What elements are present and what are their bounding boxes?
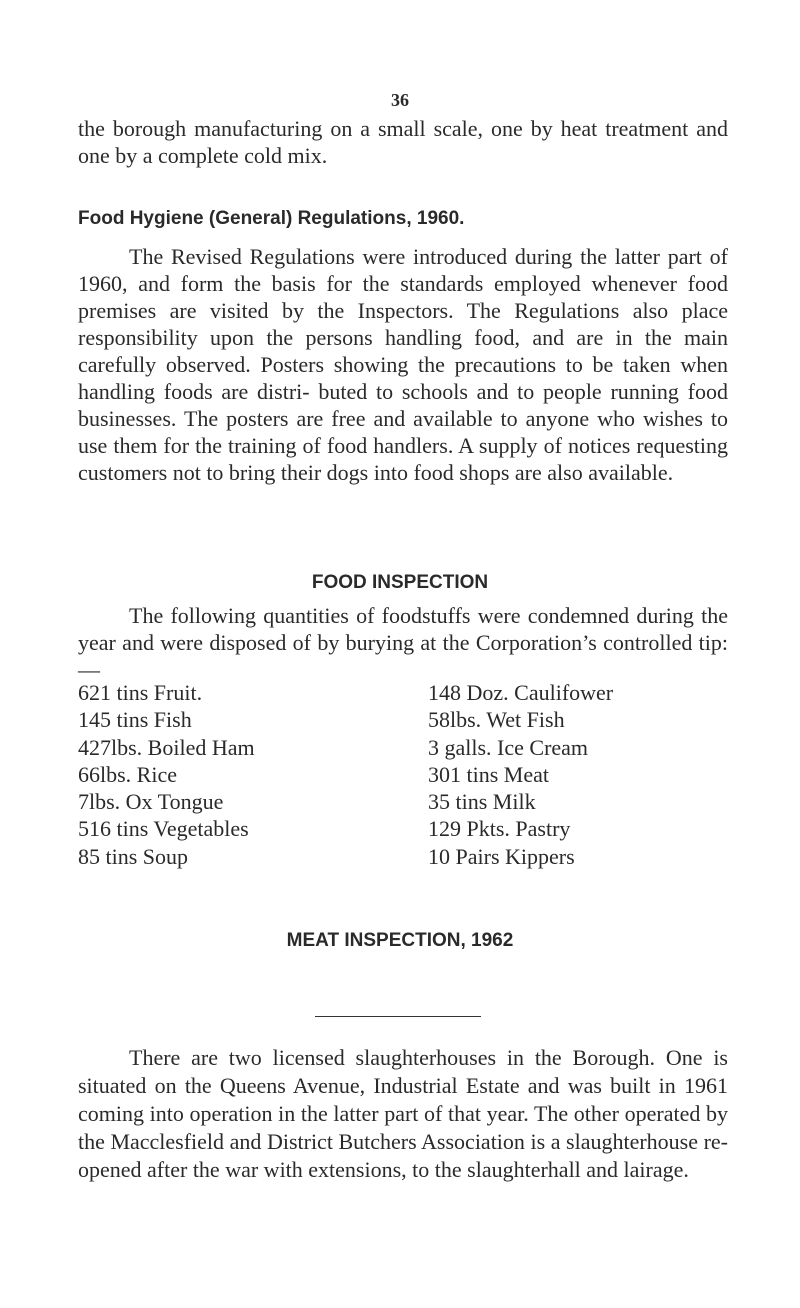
list-item: 148 Doz. Caulifower	[428, 680, 614, 705]
regulations-heading: Food Hygiene (General) Regulations, 1960.	[78, 208, 465, 229]
condemned-list-right	[428, 679, 613, 870]
list-item: 10 Pairs Kippers	[428, 843, 575, 869]
list-item: 301 tins Meat	[428, 761, 549, 787]
list-item: 66lbs. Rice	[78, 761, 177, 787]
meat-inspection-paragraph: There are two licensed slaughterhouses in the Borough. One is situated on the Queens Avenue, Industrial Estate and was built in 1961 coming into operation in the latter part of that year. The other operated by the Macclesfield and District Butchers Association is a slaughterhouse re-opened after the war with extensions, to the slaughterhall and lairage.	[78, 1045, 728, 1182]
food-inspection-intro: The following quantities of foodstuffs were condemned during the year and were disposed of by burying at the Corporation’s controlled tip:—	[78, 603, 728, 682]
list-item: 85 tins Soup	[78, 843, 189, 869]
list-item: 3 galls. Ice Cream	[428, 734, 589, 760]
list-item: 7lbs. Ox Tongue	[78, 789, 224, 815]
regulations-paragraph: The Revised Regulations were introduced during the latter part of 1960, and form the basis for the standards employed whenever food premises are visited by the Inspectors. The Regulations also place responsibility upon the persons handling food, and are in the main carefully observed. Posters showing the precautions to be taken when handling foods are distri- buted to schools and to people running food businesses. The posters are free and available to anyone who wishes to use them for the training of food handlers. A supply of notices requesting customers not to bring their dogs into food shops are also available.	[78, 244, 728, 485]
page-number: 36	[391, 90, 409, 110]
list-item: 35 tins Milk	[428, 789, 536, 815]
list-item: 427lbs. Boiled Ham	[78, 734, 255, 760]
list-item: 621 tins Fruit.	[78, 680, 203, 705]
section-divider	[315, 1016, 481, 1017]
list-item: 145 tins Fish	[78, 707, 192, 733]
list-item: 516 tins Vegetables	[78, 816, 249, 842]
meat-inspection-heading: MEAT INSPECTION, 1962	[286, 930, 514, 951]
condemned-list-left	[78, 679, 255, 870]
food-inspection-heading: FOOD INSPECTION	[311, 572, 489, 593]
intro-paragraph: the borough manufacturing on a small scale, one by heat treatment and one by a complete cold mix.	[78, 116, 728, 168]
list-item: 129 Pkts. Pastry	[428, 816, 571, 842]
list-item: 58lbs. Wet Fish	[428, 707, 565, 733]
